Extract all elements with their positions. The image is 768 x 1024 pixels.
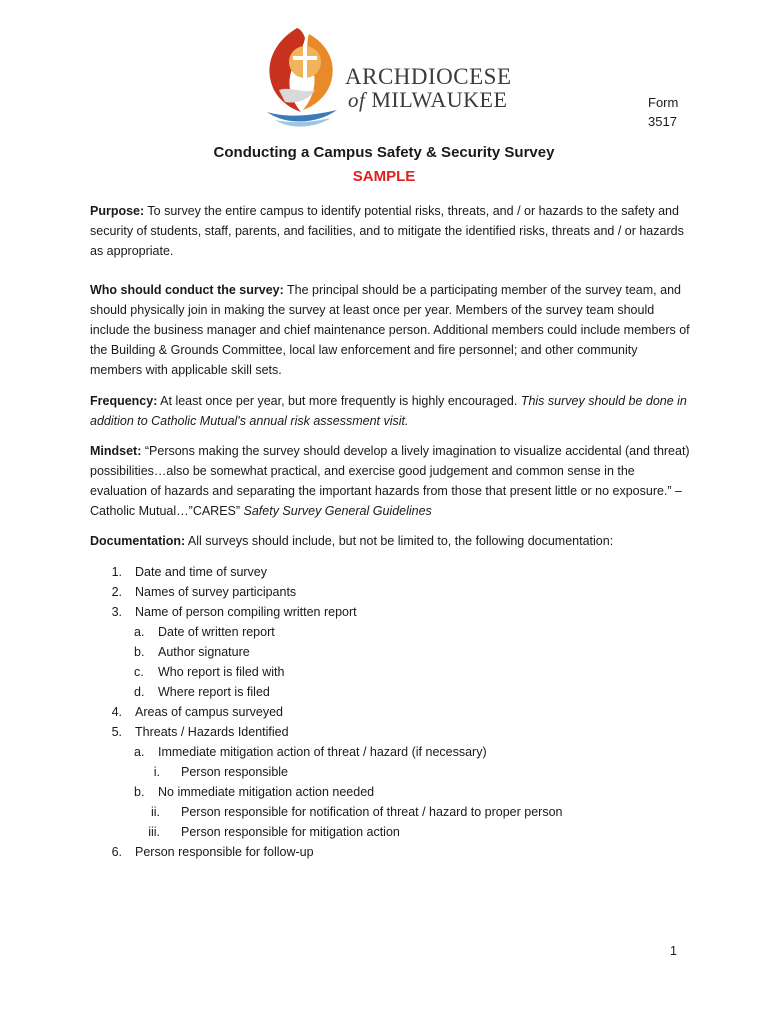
frequency-paragraph <box>90 391 690 431</box>
list-marker: c. <box>134 665 144 679</box>
who-label: Who should conduct the survey: <box>90 283 284 297</box>
list-item <box>90 602 690 622</box>
list-marker: b. <box>134 645 145 659</box>
list-item <box>90 622 690 642</box>
list-text: Person responsible <box>181 765 289 779</box>
documentation-paragraph <box>90 531 690 551</box>
mindset-italic: Safety Survey General Guidelines <box>243 504 432 518</box>
list-item <box>90 562 690 582</box>
list-text: Who report is filed with <box>158 665 285 679</box>
list-text: Person responsible for notification of threat / hazard to proper person <box>181 805 563 819</box>
list-marker: b. <box>134 785 145 799</box>
form-number: 3517 <box>648 114 677 129</box>
list-marker: 1. <box>111 565 122 579</box>
list-text: Names of survey participants <box>135 585 297 599</box>
list-marker: a. <box>134 625 145 639</box>
purpose-label: Purpose: <box>90 204 145 218</box>
list-item <box>90 802 690 822</box>
list-marker: 6. <box>111 845 122 859</box>
list-marker: 4. <box>111 705 122 719</box>
list-text: Immediate mitigation action of threat / hazard (if necessary) <box>158 745 487 759</box>
sample-label: SAMPLE <box>352 168 416 185</box>
list-item <box>90 642 690 662</box>
form-number-block <box>648 93 678 131</box>
list-item <box>90 582 690 602</box>
purpose-paragraph <box>90 201 690 261</box>
archdiocese-logo <box>257 20 512 132</box>
mindset-paragraph <box>90 441 690 521</box>
list-item <box>90 702 690 722</box>
mindset-text: “Persons making the survey should develop a lively imagination to visualize accidental (and threat) possibilities…also be somewhat practical, and exercise good judgement and common sense in the evaluation of hazards and separating the important hazards from those that present little or no exposure.” – Catholic Mutual…”CARES” <box>90 444 690 518</box>
list-item <box>90 682 690 702</box>
list-marker: ii. <box>150 805 160 819</box>
list-marker: 2. <box>111 585 122 599</box>
list-text: Person responsible for follow-up <box>135 845 314 859</box>
purpose-text: To survey the entire campus to identify potential risks, threats, and / or hazards to the safety and security of students, staff, parents, and facilities, and to mitigate the identified risks, threats and / or hazards as appropriate. <box>90 204 684 258</box>
list-item <box>90 722 690 742</box>
list-text: Threats / Hazards Identified <box>135 725 289 739</box>
list-text: Date and time of survey <box>135 565 268 579</box>
list-marker: iii. <box>148 825 160 839</box>
who-paragraph <box>90 280 690 380</box>
list-text: Person responsible for mitigation action <box>181 825 400 839</box>
list-item <box>90 842 690 862</box>
mindset-label: Mindset: <box>90 444 142 458</box>
list-marker: 3. <box>111 605 122 619</box>
form-label: Form <box>648 95 679 110</box>
page-number: 1 <box>670 944 677 958</box>
frequency-text: At least once per year, but more frequently is highly encouraged. <box>157 394 521 408</box>
documentation-list <box>90 562 690 862</box>
flame-dove-icon <box>257 20 347 132</box>
list-text: Date of written report <box>158 625 275 639</box>
logo-line-milwaukee <box>348 89 512 111</box>
frequency-italic: This survey should be done in addition to Catholic Mutual's annual risk assessment visit. <box>90 394 687 428</box>
frequency-label: Frequency: <box>90 394 158 408</box>
list-item <box>90 762 690 782</box>
list-marker: 5. <box>111 725 122 739</box>
list-text: Areas of campus surveyed <box>135 705 283 719</box>
list-text: Name of person compiling written report <box>135 605 357 619</box>
list-item <box>90 742 690 762</box>
logo-milwaukee: MILWAUKEE <box>371 87 508 112</box>
page-title: Conducting a Campus Safety & Security Survey <box>213 144 555 161</box>
list-text: Where report is filed <box>158 685 270 699</box>
list-marker: d. <box>134 685 145 699</box>
logo-of: of <box>348 88 366 112</box>
logo-wordmark <box>345 65 512 111</box>
list-item <box>90 662 690 682</box>
who-text: The principal should be a participating member of the survey team, and should physically join in making the survey at least once per year. Members of the survey team should include the business manager and chief maintenance person. Additional members could include members of the Building & Grounds Committee, local law enforcement and fire personnel; and other community members with applicable skill sets. <box>90 283 690 377</box>
documentation-label: Documentation: <box>90 534 186 548</box>
list-marker: i. <box>153 765 160 779</box>
logo-line-archdiocese: ARCHDIOCESE <box>345 64 512 89</box>
list-text: Author signature <box>158 645 250 659</box>
list-item <box>90 822 690 842</box>
documentation-text: All surveys should include, but not be limited to, the following documentation: <box>185 534 614 548</box>
list-text: No immediate mitigation action needed <box>158 785 375 799</box>
list-item <box>90 782 690 802</box>
list-marker: a. <box>134 745 145 759</box>
